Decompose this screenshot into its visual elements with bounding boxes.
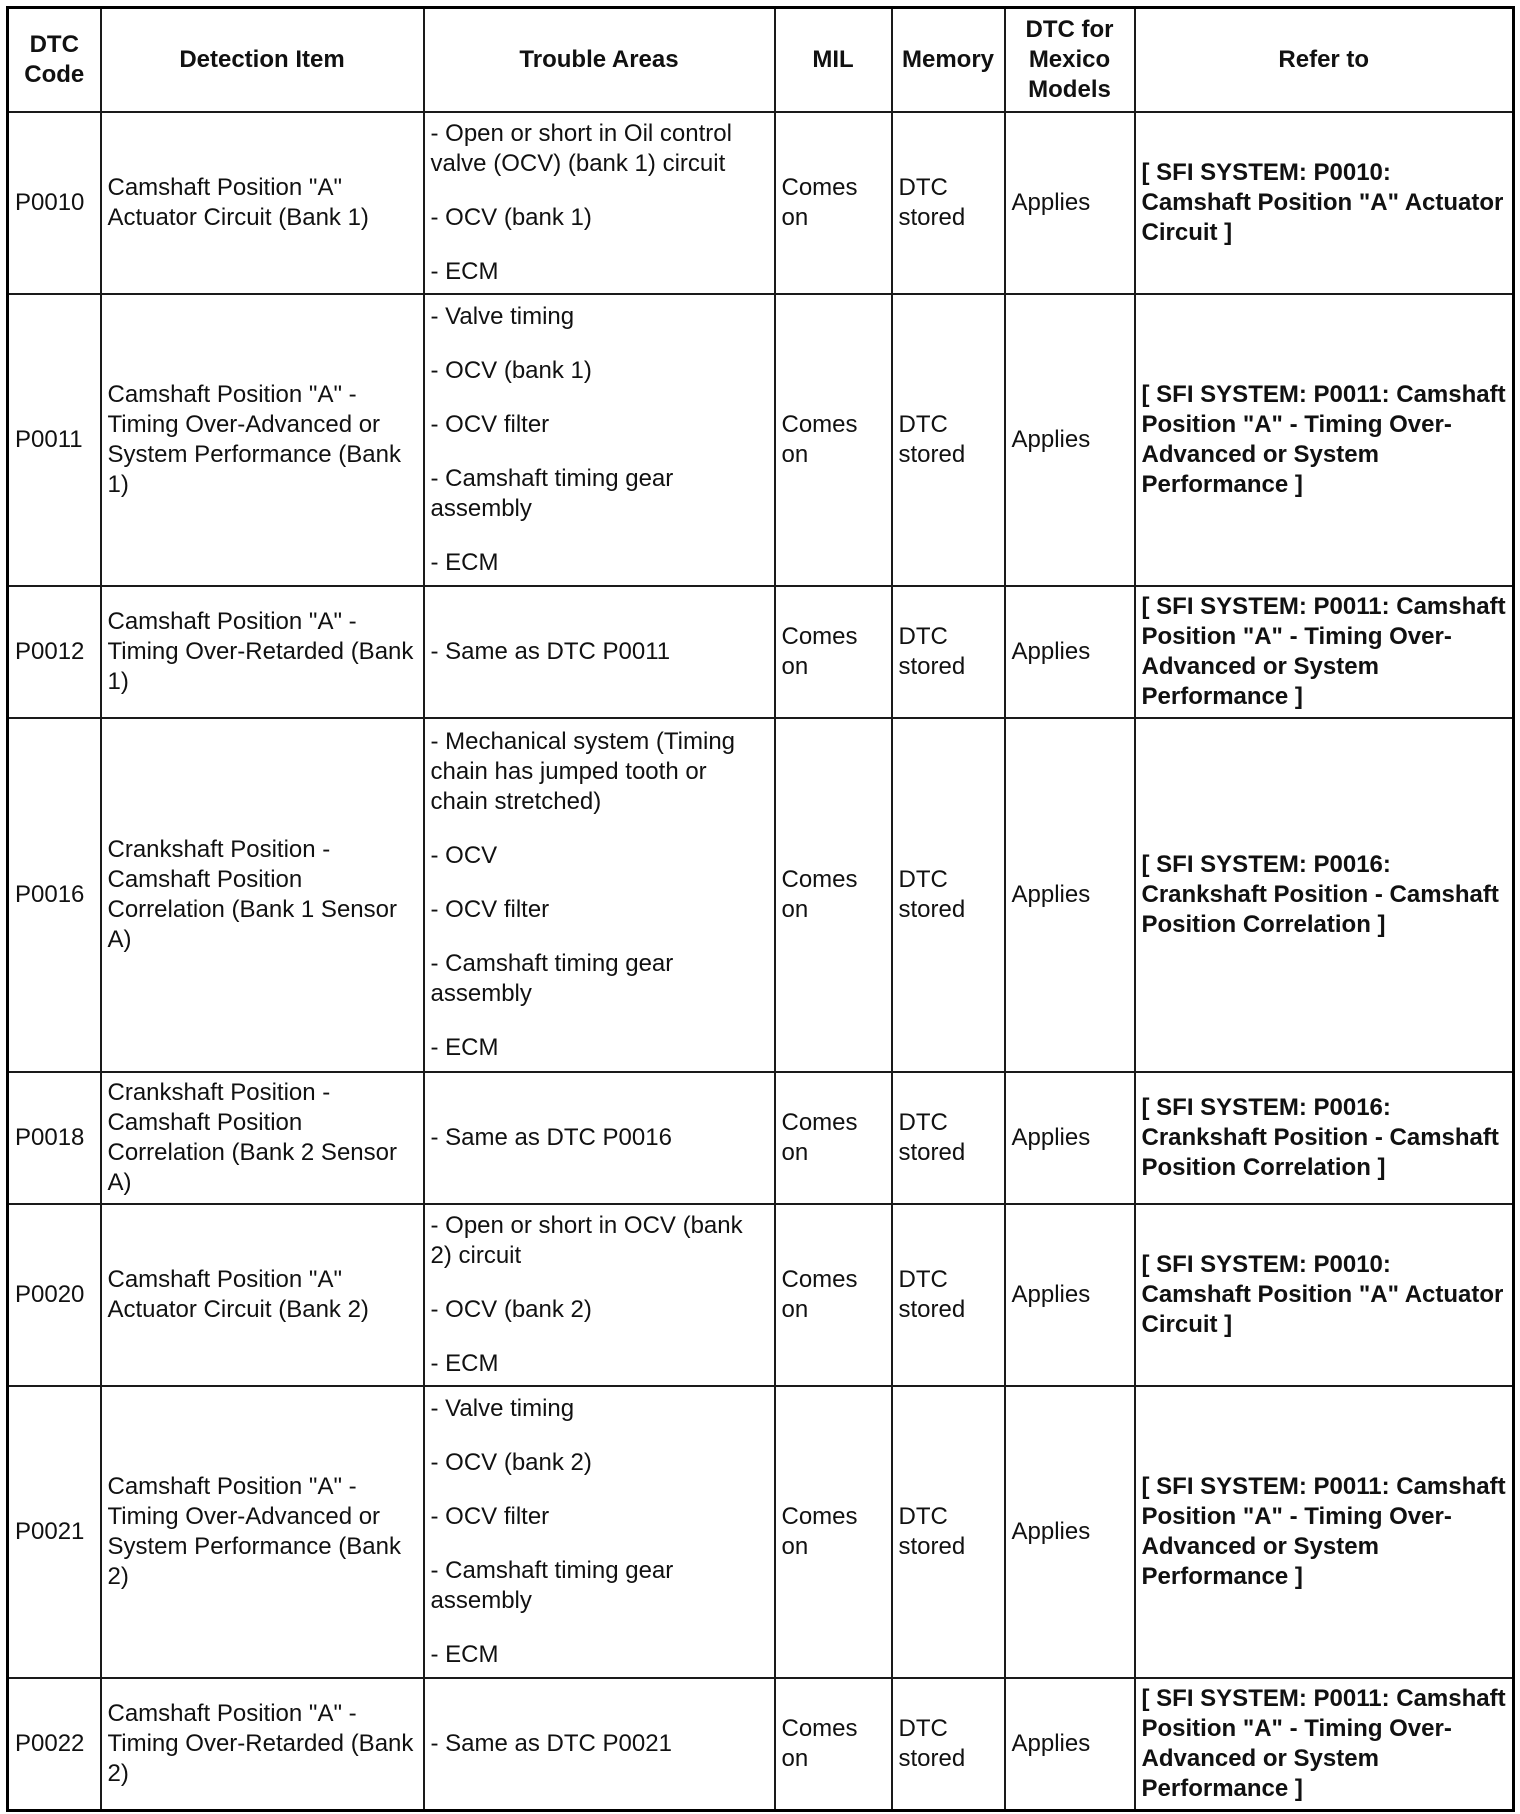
header-memory: Memory xyxy=(892,8,1005,113)
header-mexico-models: DTC for Mexico Models xyxy=(1005,8,1135,113)
detection-item-cell: Crankshaft Position - Camshaft Position Correlation (Bank 2 Sensor A) xyxy=(101,1072,424,1204)
table-row xyxy=(8,1678,1514,1810)
table-row xyxy=(8,586,1514,718)
mexico-models-cell: Applies xyxy=(1005,1386,1135,1678)
table-row xyxy=(8,718,1514,1072)
trouble-areas-cell xyxy=(424,586,775,718)
trouble-areas-cell xyxy=(424,1386,775,1678)
mil-cell: Comes on xyxy=(775,718,892,1072)
trouble-area-item: - Open or short in Oil control valve (OCV) (bank 1) circuit xyxy=(430,120,732,177)
table-body xyxy=(8,112,1514,1810)
refer-to-link[interactable]: [ SFI SYSTEM: P0010: Camshaft Position "A" Actuator Circuit ] xyxy=(1135,1204,1514,1386)
mil-cell: Comes on xyxy=(775,1204,892,1386)
mexico-models-cell: Applies xyxy=(1005,1072,1135,1204)
refer-to-link[interactable]: [ SFI SYSTEM: P0016: Crankshaft Position - Camshaft Position Correlation ] xyxy=(1135,718,1514,1072)
trouble-area-item: - ECM xyxy=(430,1641,499,1668)
memory-cell: DTC stored xyxy=(892,294,1005,586)
refer-to-link[interactable]: [ SFI SYSTEM: P0011: Camshaft Position "A" - Timing Over-Advanced or System Performance ] xyxy=(1135,1386,1514,1678)
trouble-area-list xyxy=(431,1123,768,1153)
memory-cell: DTC stored xyxy=(892,1386,1005,1678)
trouble-area-list xyxy=(431,302,768,578)
mil-cell: Comes on xyxy=(775,1072,892,1204)
mil-cell: Comes on xyxy=(775,112,892,294)
detection-item-cell: Camshaft Position "A" - Timing Over-Advanced or System Performance (Bank 1) xyxy=(101,294,424,586)
detection-item-cell: Camshaft Position "A" - Timing Over-Advanced or System Performance (Bank 2) xyxy=(101,1386,424,1678)
dtc-code-cell: P0012 xyxy=(8,586,101,718)
trouble-area-item: - Mechanical system (Timing chain has jumped tooth or chain stretched) xyxy=(430,728,736,815)
trouble-area-item: - ECM xyxy=(430,549,499,576)
trouble-area-item: - OCV filter xyxy=(430,896,550,923)
trouble-area-list xyxy=(431,119,768,287)
trouble-area-item: - Open or short in OCV (bank 2) circuit xyxy=(430,1212,743,1269)
trouble-areas-cell xyxy=(424,1678,775,1810)
header-trouble-areas: Trouble Areas xyxy=(424,8,775,113)
trouble-areas-cell xyxy=(424,1072,775,1204)
table-row xyxy=(8,294,1514,586)
mil-cell: Comes on xyxy=(775,294,892,586)
refer-to-link[interactable]: [ SFI SYSTEM: P0011: Camshaft Position "A" - Timing Over-Advanced or System Performance ] xyxy=(1135,586,1514,718)
table-row xyxy=(8,112,1514,294)
trouble-areas-cell xyxy=(424,718,775,1072)
trouble-areas-cell xyxy=(424,294,775,586)
trouble-area-item: - Camshaft timing gear assembly xyxy=(430,950,674,1007)
detection-item-cell: Crankshaft Position - Camshaft Position Correlation (Bank 1 Sensor A) xyxy=(101,718,424,1072)
mil-cell: Comes on xyxy=(775,1678,892,1810)
trouble-area-item: - OCV xyxy=(430,842,498,869)
trouble-area-list xyxy=(431,1729,768,1759)
mexico-models-cell: Applies xyxy=(1005,112,1135,294)
trouble-area-item: - Valve timing xyxy=(430,303,575,330)
detection-item-cell: Camshaft Position "A" - Timing Over-Retarded (Bank 1) xyxy=(101,586,424,718)
dtc-code-cell: P0021 xyxy=(8,1386,101,1678)
header-refer-to: Refer to xyxy=(1135,8,1514,113)
trouble-area-item: - Camshaft timing gear assembly xyxy=(430,465,674,522)
header-detection-item: Detection Item xyxy=(101,8,424,113)
memory-cell: DTC stored xyxy=(892,112,1005,294)
refer-to-link[interactable]: [ SFI SYSTEM: P0011: Camshaft Position "A" - Timing Over-Advanced or System Performance ] xyxy=(1135,1678,1514,1810)
mexico-models-cell: Applies xyxy=(1005,1678,1135,1810)
trouble-area-list xyxy=(431,727,768,1063)
mexico-models-cell: Applies xyxy=(1005,586,1135,718)
trouble-area-item: - Same as DTC P0016 xyxy=(430,1124,672,1151)
dtc-code-cell: P0010 xyxy=(8,112,101,294)
refer-to-link[interactable]: [ SFI SYSTEM: P0016: Crankshaft Position - Camshaft Position Correlation ] xyxy=(1135,1072,1514,1204)
memory-cell: DTC stored xyxy=(892,1678,1005,1810)
trouble-area-list xyxy=(431,637,768,667)
trouble-area-item: - ECM xyxy=(430,258,499,285)
mil-cell: Comes on xyxy=(775,586,892,718)
trouble-areas-cell xyxy=(424,1204,775,1386)
detection-item-cell: Camshaft Position "A" Actuator Circuit (Bank 2) xyxy=(101,1204,424,1386)
memory-cell: DTC stored xyxy=(892,718,1005,1072)
trouble-area-item: - Valve timing xyxy=(430,1395,575,1422)
table-row xyxy=(8,1386,1514,1678)
trouble-area-list xyxy=(431,1394,768,1670)
table-row xyxy=(8,1072,1514,1204)
refer-to-link[interactable]: [ SFI SYSTEM: P0011: Camshaft Position "A" - Timing Over-Advanced or System Performance ] xyxy=(1135,294,1514,586)
trouble-area-item: - OCV filter xyxy=(430,411,550,438)
mil-cell: Comes on xyxy=(775,1386,892,1678)
trouble-area-item: - OCV (bank 2) xyxy=(430,1449,592,1476)
trouble-areas-cell xyxy=(424,112,775,294)
header-row xyxy=(8,8,1514,113)
trouble-area-item: - OCV (bank 1) xyxy=(430,204,592,231)
trouble-area-item: - OCV (bank 2) xyxy=(430,1296,592,1323)
detection-item-cell: Camshaft Position "A" - Timing Over-Retarded (Bank 2) xyxy=(101,1678,424,1810)
dtc-code-cell: P0018 xyxy=(8,1072,101,1204)
header-dtc-code: DTC Code xyxy=(8,8,101,113)
dtc-code-cell: P0020 xyxy=(8,1204,101,1386)
dtc-code-cell: P0022 xyxy=(8,1678,101,1810)
dtc-code-cell: P0016 xyxy=(8,718,101,1072)
trouble-area-item: - OCV filter xyxy=(430,1503,550,1530)
dtc-table-sheet xyxy=(6,6,1512,1806)
dtc-code-cell: P0011 xyxy=(8,294,101,586)
trouble-area-item: - ECM xyxy=(430,1350,499,1377)
memory-cell: DTC stored xyxy=(892,1204,1005,1386)
dtc-table xyxy=(6,6,1515,1812)
trouble-area-item: - Same as DTC P0021 xyxy=(430,1729,672,1757)
memory-cell: DTC stored xyxy=(892,586,1005,718)
trouble-area-item: - OCV (bank 1) xyxy=(430,357,592,384)
trouble-area-item: - ECM xyxy=(430,1034,499,1061)
header-mil: MIL xyxy=(775,8,892,113)
mexico-models-cell: Applies xyxy=(1005,718,1135,1072)
refer-to-link[interactable]: [ SFI SYSTEM: P0010: Camshaft Position "A" Actuator Circuit ] xyxy=(1135,112,1514,294)
mexico-models-cell: Applies xyxy=(1005,1204,1135,1386)
trouble-area-item: - Same as DTC P0011 xyxy=(430,638,671,665)
memory-cell: DTC stored xyxy=(892,1072,1005,1204)
table-row xyxy=(8,1204,1514,1386)
trouble-area-list xyxy=(431,1211,768,1379)
trouble-area-item: - Camshaft timing gear assembly xyxy=(430,1557,674,1614)
mexico-models-cell: Applies xyxy=(1005,294,1135,586)
detection-item-cell: Camshaft Position "A" Actuator Circuit (Bank 1) xyxy=(101,112,424,294)
